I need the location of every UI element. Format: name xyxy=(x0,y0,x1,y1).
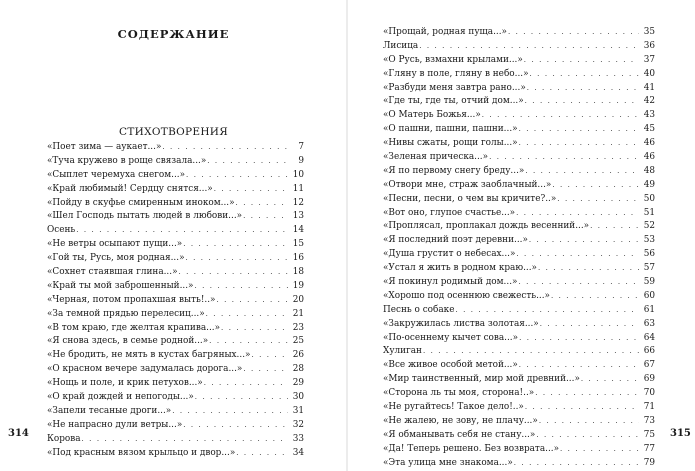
dot-leader xyxy=(518,276,639,290)
toc-entry xyxy=(383,401,655,415)
toc-entry-page: 16 xyxy=(292,253,304,264)
toc-entry-page: 33 xyxy=(292,433,304,444)
dot-leader xyxy=(221,322,288,336)
toc-entry-title: «Хорошо под осеннюю свежесть...» xyxy=(383,290,550,301)
toc-entry-page: 52 xyxy=(643,221,655,232)
toc-entry xyxy=(47,377,304,391)
toc-entry-page: 15 xyxy=(292,239,304,250)
toc-entry-page: 31 xyxy=(292,405,304,416)
toc-entry-page: 70 xyxy=(643,388,655,399)
toc-entry xyxy=(47,433,304,447)
toc-entry-title: «О Русь, взмахни крылами...» xyxy=(383,54,523,65)
toc-entry-page: 37 xyxy=(643,54,655,65)
toc-entry-title: «Песни, песни, о чем вы кричите?..» xyxy=(383,193,557,204)
toc-entry-title: «Мир таинственный, мир мой древний...» xyxy=(383,374,580,385)
dot-leader xyxy=(162,141,288,155)
toc-entry-page: 79 xyxy=(643,457,655,468)
toc-entry-page: 12 xyxy=(292,197,304,208)
toc-entry-title: «Сторона ль ты моя, сторона!..» xyxy=(383,388,535,399)
toc-entry xyxy=(383,457,655,471)
toc-entry-page: 30 xyxy=(292,392,304,403)
toc-entry-page: 26 xyxy=(292,350,304,361)
toc-entry-page: 21 xyxy=(292,308,304,319)
toc-entry xyxy=(47,183,304,197)
dot-leader xyxy=(243,210,288,224)
toc-entry-page: 64 xyxy=(643,332,655,343)
dot-leader xyxy=(514,457,639,471)
toc-entry-title: «Прощай, родная пуща...» xyxy=(383,27,507,37)
toc-entry xyxy=(47,322,304,336)
toc-entry-title: «Не ругайтесь! Такое дело!..» xyxy=(383,402,524,413)
dot-leader xyxy=(236,447,288,461)
toc-entry-page: 75 xyxy=(643,429,655,440)
toc-entry-title: «Закружилась листва золотая...» xyxy=(383,318,539,329)
dot-leader xyxy=(516,248,639,262)
dot-leader xyxy=(243,363,288,377)
toc-entry xyxy=(383,332,655,346)
toc-entry-page: 29 xyxy=(292,378,304,389)
dot-leader xyxy=(557,193,639,207)
dot-leader xyxy=(540,318,639,332)
toc-entry-title: «Черная, потом пропахшая выть!..» xyxy=(47,294,216,305)
section-heading: СТИХОТВОРЕНИЯ xyxy=(118,126,229,138)
toc-entry xyxy=(383,234,655,248)
dot-leader xyxy=(251,349,288,363)
toc-entry xyxy=(383,304,655,318)
toc-entry xyxy=(383,179,655,193)
dot-leader xyxy=(209,335,288,349)
toc-entry xyxy=(383,387,655,401)
toc-entry xyxy=(383,193,655,207)
toc-entry-title: «Эта улица мне знакома...» xyxy=(383,457,513,468)
toc-entry-title: «Край любимый! Сердцу снятся...» xyxy=(47,183,213,194)
toc-entry-page: 20 xyxy=(292,294,304,305)
toc-entry xyxy=(47,280,304,294)
toc-entry xyxy=(383,276,655,290)
toc-entry-page: 34 xyxy=(292,447,304,458)
toc-entry-title: Осень xyxy=(47,225,76,236)
toc-entry-title: «Я снова здесь, в семье родной...» xyxy=(47,336,209,347)
toc-entry-page: 53 xyxy=(643,235,655,246)
toc-entry-page: 71 xyxy=(643,402,655,413)
toc-list-left xyxy=(47,141,304,460)
toc-entry xyxy=(383,123,655,137)
toc-entry-page: 32 xyxy=(292,419,304,430)
toc-entry-title: «Пойду в скуфье смиренным иноком...» xyxy=(47,197,235,208)
toc-entry-page: 41 xyxy=(643,82,655,93)
toc-entry-page: 42 xyxy=(643,96,655,107)
toc-entry-page: 7 xyxy=(298,142,304,152)
toc-entry-title: «В том краю, где желтая крапива...» xyxy=(47,322,221,333)
toc-entry-title: «Зеленая прическа...» xyxy=(383,152,489,163)
toc-entry xyxy=(47,447,304,461)
toc-entry-page: 50 xyxy=(643,193,655,204)
toc-entry-title: «Я по первому снегу бреду...» xyxy=(383,165,525,176)
toc-entry-title: «Сохнет стаявшая глина...» xyxy=(47,267,178,278)
dot-leader xyxy=(525,401,639,415)
toc-entry-title: «Отвори мне, страж заоблачный...» xyxy=(383,179,552,190)
toc-entry-page: 61 xyxy=(643,304,655,315)
toc-entry-title: «Не напрасно дули ветры...» xyxy=(47,419,183,430)
dot-leader xyxy=(536,429,639,443)
toc-entry-title: «Разбуди меня завтра рано...» xyxy=(383,82,526,93)
toc-entry-page: 45 xyxy=(643,124,655,135)
toc-entry-title: «Гляну в поле, гляну в небо...» xyxy=(383,68,529,79)
toc-entry xyxy=(47,335,304,349)
toc-entry-title: «Я обманывать себя не стану...» xyxy=(383,429,536,440)
toc-entry-title: «Гой ты, Русь, моя родная...» xyxy=(47,253,185,264)
toc-entry xyxy=(383,165,655,179)
dot-leader xyxy=(516,207,639,221)
dot-leader xyxy=(590,220,639,234)
dot-leader xyxy=(455,304,639,318)
dot-leader xyxy=(539,415,639,429)
toc-entry-page: 11 xyxy=(292,183,304,194)
dot-leader xyxy=(216,294,288,308)
dot-leader xyxy=(183,419,288,433)
toc-entry-title: «Я последний поэт деревни...» xyxy=(383,235,528,246)
toc-entry xyxy=(47,155,304,169)
toc-entry xyxy=(47,141,304,155)
dot-leader xyxy=(519,123,639,137)
dot-leader xyxy=(525,165,639,179)
toc-entry-title: «Поет зима — аукает...» xyxy=(47,142,162,152)
toc-entry-title: «Под красным вязом крыльцо и двор...» xyxy=(47,447,236,458)
toc-entry xyxy=(383,82,655,96)
toc-entry xyxy=(47,169,304,183)
toc-entry xyxy=(47,363,304,377)
toc-entry-title: «Да! Теперь решено. Без возврата...» xyxy=(383,443,560,454)
toc-entry-page: 10 xyxy=(292,169,304,180)
dot-leader xyxy=(529,234,639,248)
toc-entry-page: 67 xyxy=(643,360,655,371)
toc-entry-title: Песнь о собаке xyxy=(383,304,455,315)
toc-entry xyxy=(47,419,304,433)
toc-entry-page: 59 xyxy=(643,277,655,288)
toc-entry xyxy=(47,405,304,419)
toc-entry-title: Лисица xyxy=(383,40,419,51)
toc-entry xyxy=(383,248,655,262)
toc-entry-title: Хулиган xyxy=(383,346,422,357)
toc-entry-title: «Нощь и поле, и крик петухов...» xyxy=(47,378,203,389)
toc-entry xyxy=(47,349,304,363)
toc-entry-page: 60 xyxy=(643,290,655,301)
toc-entry-title: «Не ветры осыпают пущи...» xyxy=(47,239,183,250)
toc-entry-page: 19 xyxy=(292,280,304,291)
toc-entry-page: 51 xyxy=(643,207,655,218)
toc-entry-page: 40 xyxy=(643,68,655,79)
toc-entry xyxy=(383,68,655,82)
toc-entry-title: «Туча кружево в роще связала...» xyxy=(47,155,207,166)
dot-leader xyxy=(535,387,639,401)
toc-entry xyxy=(383,359,655,373)
dot-leader xyxy=(76,224,288,238)
toc-entry xyxy=(383,40,655,54)
dot-leader xyxy=(527,82,639,96)
dot-leader xyxy=(519,332,639,346)
toc-entry xyxy=(383,290,655,304)
toc-entry-title: «О край дождей и непогоды...» xyxy=(47,392,194,403)
toc-entry xyxy=(383,415,655,429)
page-number-left: 314 xyxy=(8,428,29,439)
toc-entry-page: 73 xyxy=(643,415,655,426)
dot-leader xyxy=(214,183,288,197)
toc-entry xyxy=(383,220,655,234)
toc-entry xyxy=(47,391,304,405)
toc-entry-title: «Нивы сжаты, рощи голы...» xyxy=(383,138,518,149)
toc-entry-title: «По-осеннему кычет сова...» xyxy=(383,332,519,343)
toc-entry-title: «Шел Господь пытать людей в любови...» xyxy=(47,211,243,222)
toc-entry xyxy=(383,109,655,123)
toc-entry-page: 43 xyxy=(643,110,655,121)
toc-entry-page: 57 xyxy=(643,263,655,274)
toc-entry-page: 35 xyxy=(643,27,655,37)
toc-entry-title: «Душа грустит о небесах...» xyxy=(383,249,516,260)
dot-leader xyxy=(525,95,639,109)
toc-entry-page: 66 xyxy=(643,346,655,357)
toc-entry-title: «О красном вечере задумалась дорога...» xyxy=(47,364,243,375)
toc-entry-page: 48 xyxy=(643,165,655,176)
dot-leader xyxy=(482,109,639,123)
toc-entry xyxy=(383,95,655,109)
toc-entry-page: 46 xyxy=(643,138,655,149)
dot-leader xyxy=(236,197,288,211)
toc-entry xyxy=(47,224,304,238)
toc-entry xyxy=(383,443,655,457)
dot-leader xyxy=(519,137,639,151)
toc-entry-title: «Все живое особой метой...» xyxy=(383,360,518,371)
toc-entry-title: «О пашни, пашни, пашни...» xyxy=(383,124,518,135)
toc-entry-title: «За темной прядью перелесиц...» xyxy=(47,308,205,319)
toc-entry xyxy=(47,238,304,252)
dot-leader xyxy=(172,405,288,419)
toc-entry xyxy=(383,26,655,40)
toc-entry-title: «Устал я жить в родном краю...» xyxy=(383,263,537,274)
toc-entry-page: 18 xyxy=(292,267,304,278)
dot-leader xyxy=(552,179,639,193)
dot-leader xyxy=(530,68,639,82)
dot-leader xyxy=(183,238,288,252)
dot-leader xyxy=(186,169,288,183)
dot-leader xyxy=(519,359,639,373)
toc-entry-page: 9 xyxy=(298,155,304,166)
toc-entry-page: 36 xyxy=(643,40,655,51)
toc-entry-title: Корова xyxy=(47,433,81,444)
dot-leader xyxy=(538,262,639,276)
dot-leader xyxy=(206,308,288,322)
right-page xyxy=(348,0,695,471)
toc-entry xyxy=(383,429,655,443)
dot-leader xyxy=(508,26,639,40)
toc-entry-title: «Не бродить, не мять в кустах багряных...» xyxy=(47,350,251,361)
toc-entry-title: «Вот оно, глупое счастье...» xyxy=(383,207,516,218)
toc-entry-title: «Запели тесаные дроги...» xyxy=(47,405,172,416)
toc-entry-page: 28 xyxy=(292,364,304,375)
dot-leader xyxy=(551,290,639,304)
toc-entry-title: «Не жалею, не зову, не плачу...» xyxy=(383,415,538,426)
toc-entry-page: 13 xyxy=(292,211,304,222)
left-page xyxy=(0,0,347,471)
dot-leader xyxy=(419,40,639,54)
dot-leader xyxy=(82,433,288,447)
toc-entry-title: «Сыплет черемуха снегом...» xyxy=(47,169,186,180)
dot-leader xyxy=(560,443,639,457)
toc-entry-page: 63 xyxy=(643,318,655,329)
page-number-right: 315 xyxy=(670,428,691,439)
toc-entry-title: «О Матерь Божья...» xyxy=(383,110,481,121)
toc-entry-title: «Край ты мой заброшенный...» xyxy=(47,280,194,291)
toc-entry xyxy=(383,373,655,387)
toc-entry-page: 69 xyxy=(643,374,655,385)
toc-entry xyxy=(47,197,304,211)
dot-leader xyxy=(195,391,288,405)
page-title: СОДЕРЖАНИЕ xyxy=(117,27,230,41)
toc-entry xyxy=(47,266,304,280)
toc-entry xyxy=(47,308,304,322)
dot-leader xyxy=(524,54,639,68)
toc-entry xyxy=(383,137,655,151)
dot-leader xyxy=(489,151,639,165)
toc-entry xyxy=(383,207,655,221)
toc-entry-page: 25 xyxy=(292,336,304,347)
toc-entry-page: 56 xyxy=(643,249,655,260)
dot-leader xyxy=(204,377,288,391)
toc-entry xyxy=(383,262,655,276)
toc-entry-page: 14 xyxy=(292,225,304,236)
toc-entry xyxy=(47,210,304,224)
dot-leader xyxy=(423,345,639,359)
dot-leader xyxy=(581,373,639,387)
toc-entry-page: 77 xyxy=(643,443,655,454)
dot-leader xyxy=(207,155,288,169)
toc-entry xyxy=(383,54,655,68)
toc-entry-title: «Проплясал, проплакал дождь весенний...» xyxy=(383,221,590,232)
toc-list-right xyxy=(383,26,655,471)
toc-entry-page: 46 xyxy=(643,152,655,163)
toc-entry xyxy=(47,294,304,308)
toc-entry-title: «Где ты, где ты, отчий дом...» xyxy=(383,96,524,107)
toc-entry xyxy=(383,151,655,165)
toc-entry xyxy=(383,345,655,359)
toc-entry-page: 49 xyxy=(643,179,655,190)
dot-leader xyxy=(179,266,289,280)
dot-leader xyxy=(195,280,289,294)
dot-leader xyxy=(186,252,289,266)
toc-entry xyxy=(383,318,655,332)
toc-entry xyxy=(47,252,304,266)
toc-entry-page: 23 xyxy=(292,322,304,333)
toc-entry-title: «Я покинул родимый дом...» xyxy=(383,277,518,288)
